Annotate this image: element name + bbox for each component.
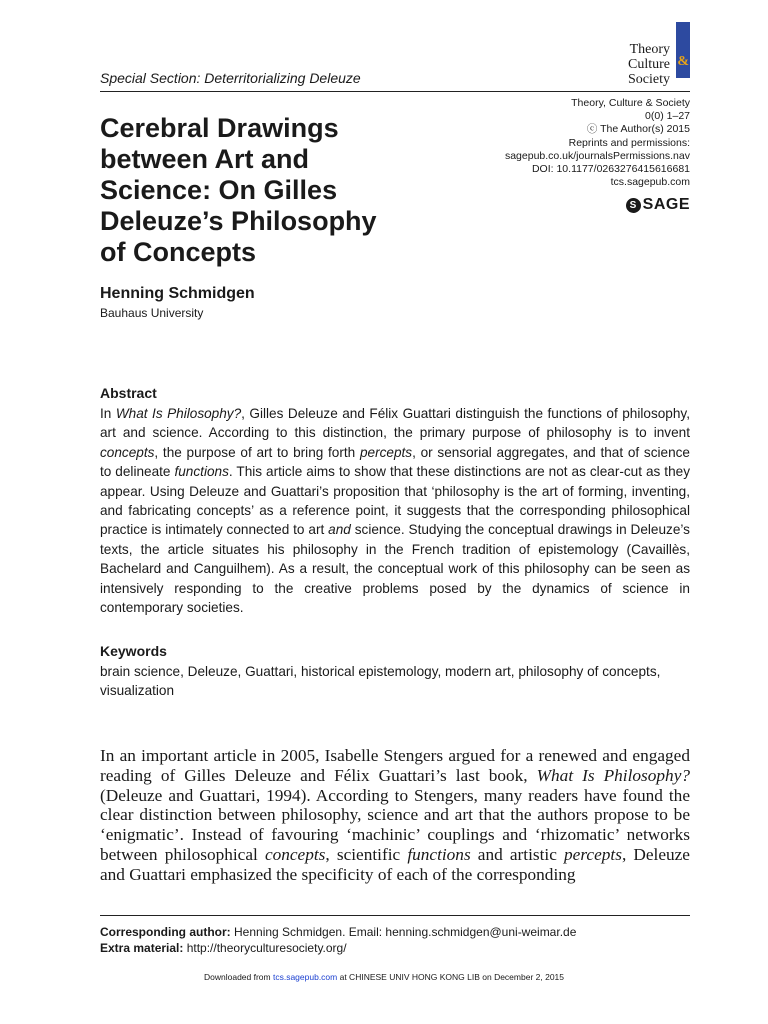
logo-line-culture: Culture	[628, 57, 670, 72]
extra-material-link[interactable]: http://theoryculturesociety.org/	[183, 941, 347, 955]
corresponding-author-note	[100, 924, 576, 956]
title-line: between Art and	[100, 144, 310, 174]
body-paragraph: In an important article in 2005, Isabelle Stengers argued for a renewed and engaged reading of Gilles Deleuze and Félix Guattari’s last book, What Is Philosophy? (Deleuze and Guattari, 1994). According to Stengers, many readers have found the clear distinction between philosophy, science and art that the authors propose to be ‘enigmatic’. Instead of favouring ‘machinic’ couplings and ‘rhizomatic’ networks between philosophical concepts, scientific functions and artistic percepts, Deleuze and Guattari emphasized the specificity of each of the corresponding	[100, 746, 691, 884]
footnote-divider	[100, 915, 690, 916]
logo-line-theory: Theory	[629, 42, 670, 57]
article-title	[100, 113, 430, 268]
copyright-notice: ⓒ The Author(s) 2015	[586, 123, 690, 136]
keywords-list: brain science, Deleuze, Guattari, historical epistemology, modern art, philosophy of concepts, visualization	[100, 664, 661, 699]
download-notice: Downloaded from tcs.sagepub.com at CHINESE UNIV HONG KONG LIB on December 2, 2015	[204, 972, 564, 982]
header-divider	[100, 91, 690, 92]
extra-material-label: Extra material:	[100, 941, 184, 955]
abstract-text: In What Is Philosophy?, Gilles Deleuze and Félix Guattari distinguish the functions of philosophy, art and science. According to this distinction, the primary purpose of philosophy is to invent concepts, the purpose of art to bring forth percepts, or sensorial aggregates, and that of science to delineate functions. This article aims to show that these distinctions are not as clear-cut as they appear. Using Deleuze and Guattari’s proposition that ‘philosophy is the art of forming, inventing, and fabricating concepts’ as a reference point, it suggests that the corresponding philosophical practice is intimately connected to art and science. Studying the conceptual drawings in Deleuze’s texts, the article situates his philosophy in the French tradition of epistemology (Cavaillès, Bachelard and Canguilhem). As a result, the conceptual work of this philosophy can be seen as intensively responding to the creative problems posed by the dynamics of science in contemporary societies.	[100, 406, 690, 616]
publisher-logo	[626, 196, 690, 214]
corresponding-author-text: Henning Schmidgen. Email: henning.schmidgen@uni-weimar.de	[230, 925, 577, 939]
journal-site-link[interactable]: tcs.sagepub.com	[610, 176, 690, 189]
doi: DOI: 10.1177/0263276415616681	[531, 163, 690, 176]
title-line: Deleuze’s Philosophy	[100, 206, 377, 236]
publisher-name: SAGE	[642, 196, 690, 213]
journal-issue: 0(0) 1–27	[645, 110, 690, 123]
logo-wordmark	[628, 42, 670, 87]
journal-metadata	[505, 97, 690, 189]
download-source-link[interactable]: tcs.sagepub.com	[272, 972, 338, 982]
title-line: Science: On Gilles	[100, 175, 338, 205]
author-name: Henning Schmidgen	[100, 285, 255, 302]
special-section-label: Special Section: Deterritorializing Deleuze	[100, 70, 361, 86]
logo-ampersand: &	[677, 54, 689, 69]
title-line: of Concepts	[100, 237, 257, 267]
author-affiliation: Bauhaus University	[100, 306, 204, 320]
abstract-heading: Abstract	[100, 385, 157, 401]
journal-logo	[600, 22, 690, 88]
journal-name: Theory, Culture & Society	[571, 97, 690, 109]
reprints-label: Reprints and permissions:	[568, 136, 690, 149]
logo-line-society: Society	[628, 72, 670, 87]
keywords-heading: Keywords	[100, 643, 167, 659]
reprints-link[interactable]: sagepub.co.uk/journalsPermissions.nav	[504, 149, 690, 162]
title-line: Cerebral Drawings	[100, 113, 339, 143]
corresponding-author-label: Corresponding author:	[100, 925, 231, 939]
sage-s-icon: S	[626, 198, 641, 213]
